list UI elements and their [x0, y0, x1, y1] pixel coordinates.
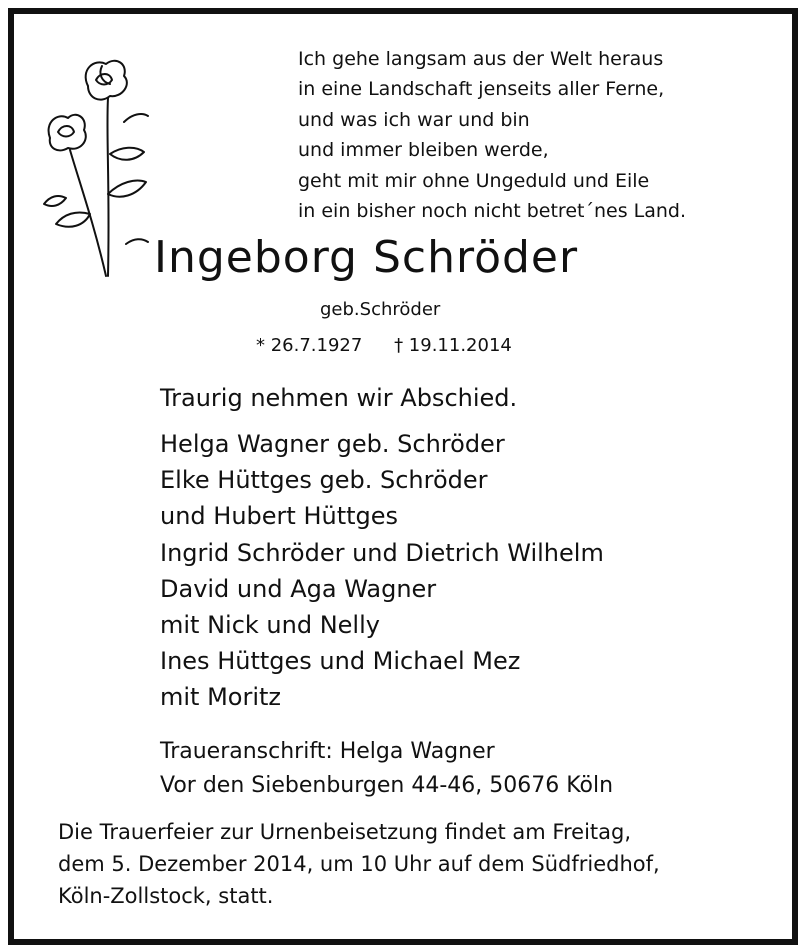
rose-icon [36, 54, 156, 279]
mourning-address [160, 735, 613, 803]
deceased-name: Ingeborg Schröder [154, 232, 579, 283]
poem-line: und immer bleiben werde, [298, 139, 549, 162]
death-date: † 19.11.2014 [394, 335, 512, 356]
family-line: mit Nick und Nelly [160, 611, 380, 640]
maiden-name: geb.Schröder [320, 299, 441, 320]
family-line: Ines Hüttges und Michael Mez [160, 647, 521, 676]
family-line: und Hubert Hüttges [160, 502, 399, 531]
poem [298, 44, 686, 226]
family-line: Ingrid Schröder und Dietrich Wilhelm [160, 538, 604, 567]
service-info [58, 816, 660, 912]
family-list [160, 426, 604, 716]
family-line: mit Moritz [160, 683, 282, 712]
farewell-text: Traurig nehmen wir Abschied. [160, 384, 518, 412]
address-line: Traueranschrift: Helga Wagner [160, 739, 495, 764]
life-dates [256, 335, 538, 356]
address-line: Vor den Siebenburgen 44-46, 50676 Köln [160, 773, 614, 798]
family-line: Elke Hüttges geb. Schröder [160, 466, 488, 495]
poem-line: in ein bisher noch nicht betret´nes Land. [298, 200, 686, 223]
poem-line: und was ich war und bin [298, 108, 530, 131]
family-line: David und Aga Wagner [160, 574, 437, 603]
poem-line: geht mit mir ohne Ungeduld und Eile [298, 169, 650, 192]
family-line: Helga Wagner geb. Schröder [160, 430, 505, 458]
service-line: Die Trauerfeier zur Urnenbeisetzung findet am Freitag, [58, 820, 632, 844]
birth-date: * 26.7.1927 [256, 335, 363, 356]
service-line: dem 5. Dezember 2014, um 10 Uhr auf dem Südfriedhof, [58, 852, 660, 876]
poem-line: in eine Landschaft jenseits aller Ferne, [298, 78, 665, 101]
service-line: Köln-Zollstock, statt. [58, 884, 274, 908]
poem-line: Ich gehe langsam aus der Welt heraus [298, 48, 664, 70]
